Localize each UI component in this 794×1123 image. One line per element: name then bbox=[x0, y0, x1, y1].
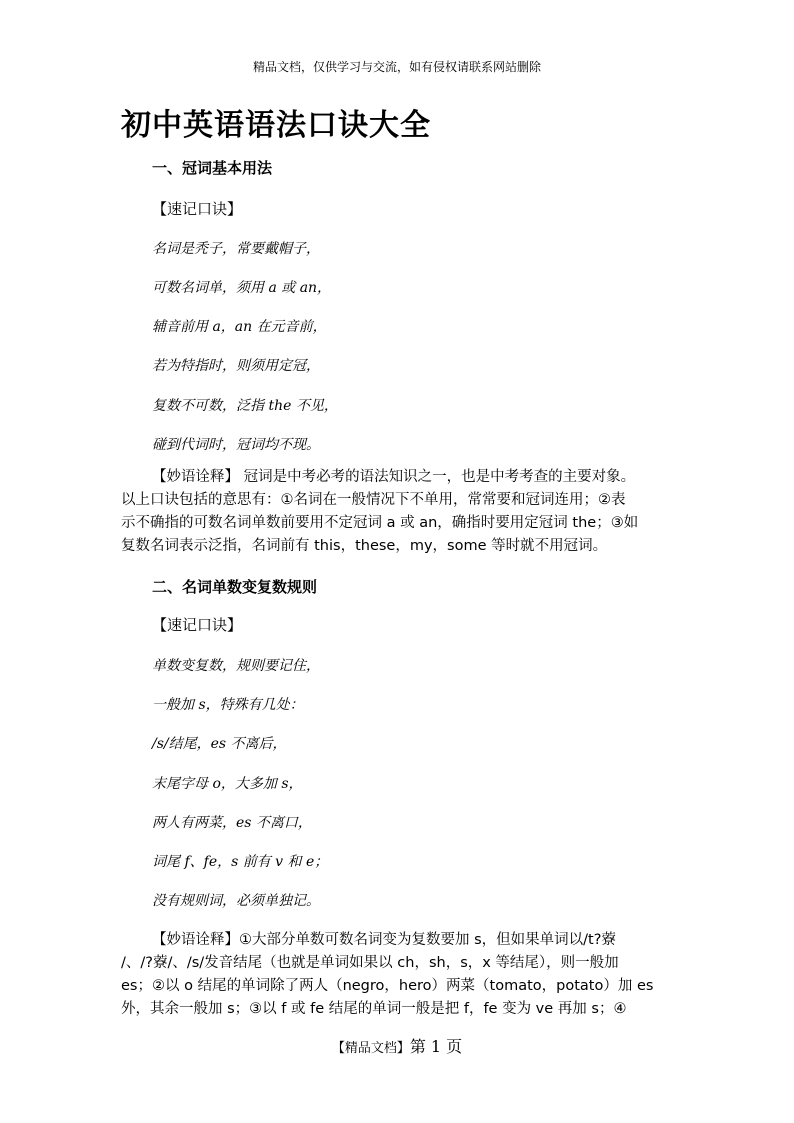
section-2-explanation bbox=[121, 929, 665, 1021]
section-1-explanation bbox=[121, 466, 665, 558]
page-footer bbox=[0, 1034, 794, 1057]
section-2-verse: 末尾字母 o，大多加 s， bbox=[152, 776, 303, 792]
section-1-heading: 一、冠词基本用法 bbox=[152, 159, 273, 177]
section-2-verse: 单数变复数，规则要记住， bbox=[152, 658, 320, 674]
section-2-mnemonic-label: 【速记口诀】 bbox=[152, 616, 243, 634]
explanation-line: 【妙语诠释】①大部分单数可数名词变为复数要加 s，但如果单词以/t?藔 bbox=[152, 932, 616, 948]
footer-label: 【精品文档】 bbox=[331, 1041, 410, 1056]
section-1-verse: 若为特指时，则须用定冠， bbox=[152, 358, 320, 374]
explanation-line: 示不确指的可数名词单数前要用不定冠词 a 或 an，确指时要用定冠词 the；③如 bbox=[121, 515, 639, 531]
section-1-verse: 复数不可数，泛指 the 不见， bbox=[152, 398, 338, 414]
section-1-verse: 碰到代词时，冠词均不现。 bbox=[152, 437, 320, 453]
document-title: 初中英语语法口诀大全 bbox=[121, 108, 431, 143]
section-2-heading: 二、名词单数变复数规则 bbox=[152, 578, 318, 596]
explanation-line: 【妙语诠释】 冠词是中考必考的语法知识之一，也是中考考查的主要对象。 bbox=[152, 469, 636, 485]
section-2-verse: /s/结尾，es 不离后， bbox=[152, 736, 287, 752]
section-1-verse: 可数名词单，须用 a 或 an， bbox=[152, 280, 332, 296]
section-1-verse: 名词是秃子，常要戴帽子， bbox=[152, 241, 320, 257]
section-2-verse: 没有规则词，必须单独记。 bbox=[152, 893, 320, 909]
page-header: 精品文档，仅供学习与交流，如有侵权请联系网站删除 bbox=[252, 60, 541, 74]
section-2-verse: 一般加 s，特殊有几处： bbox=[152, 697, 304, 713]
section-1-mnemonic-label: 【速记口诀】 bbox=[152, 200, 243, 218]
section-2-verse: 两人有两菜，es 不离口， bbox=[152, 815, 312, 831]
explanation-line: /、/?藔/、/s/发音结尾（也就是单词如果以 ch，sh，s，x 等结尾），则一般加 bbox=[121, 955, 619, 971]
section-2-verse: 词尾 f、fe，s 前有 v 和 e； bbox=[152, 854, 329, 870]
explanation-line: 复数名词表示泛指，名词前有 this，these，my，some 等时就不用冠词。 bbox=[121, 538, 608, 554]
explanation-line: es；②以 o 结尾的单词除了两人（negro，hero）两菜（tomato，potato）加 es bbox=[121, 978, 654, 994]
explanation-line: 外，其余一般加 s；③以 f 或 fe 结尾的单词一般是把 f，fe 变为 ve 再加 s；④ bbox=[121, 1001, 627, 1017]
section-1-verse: 辅音前用 a，an 在元音前， bbox=[152, 319, 327, 335]
page-number: 第 1 页 bbox=[409, 1037, 463, 1056]
explanation-line: 以上口诀包括的意思有：①名词在一般情况下不单用，常常要和冠词连用；②表 bbox=[121, 492, 626, 508]
